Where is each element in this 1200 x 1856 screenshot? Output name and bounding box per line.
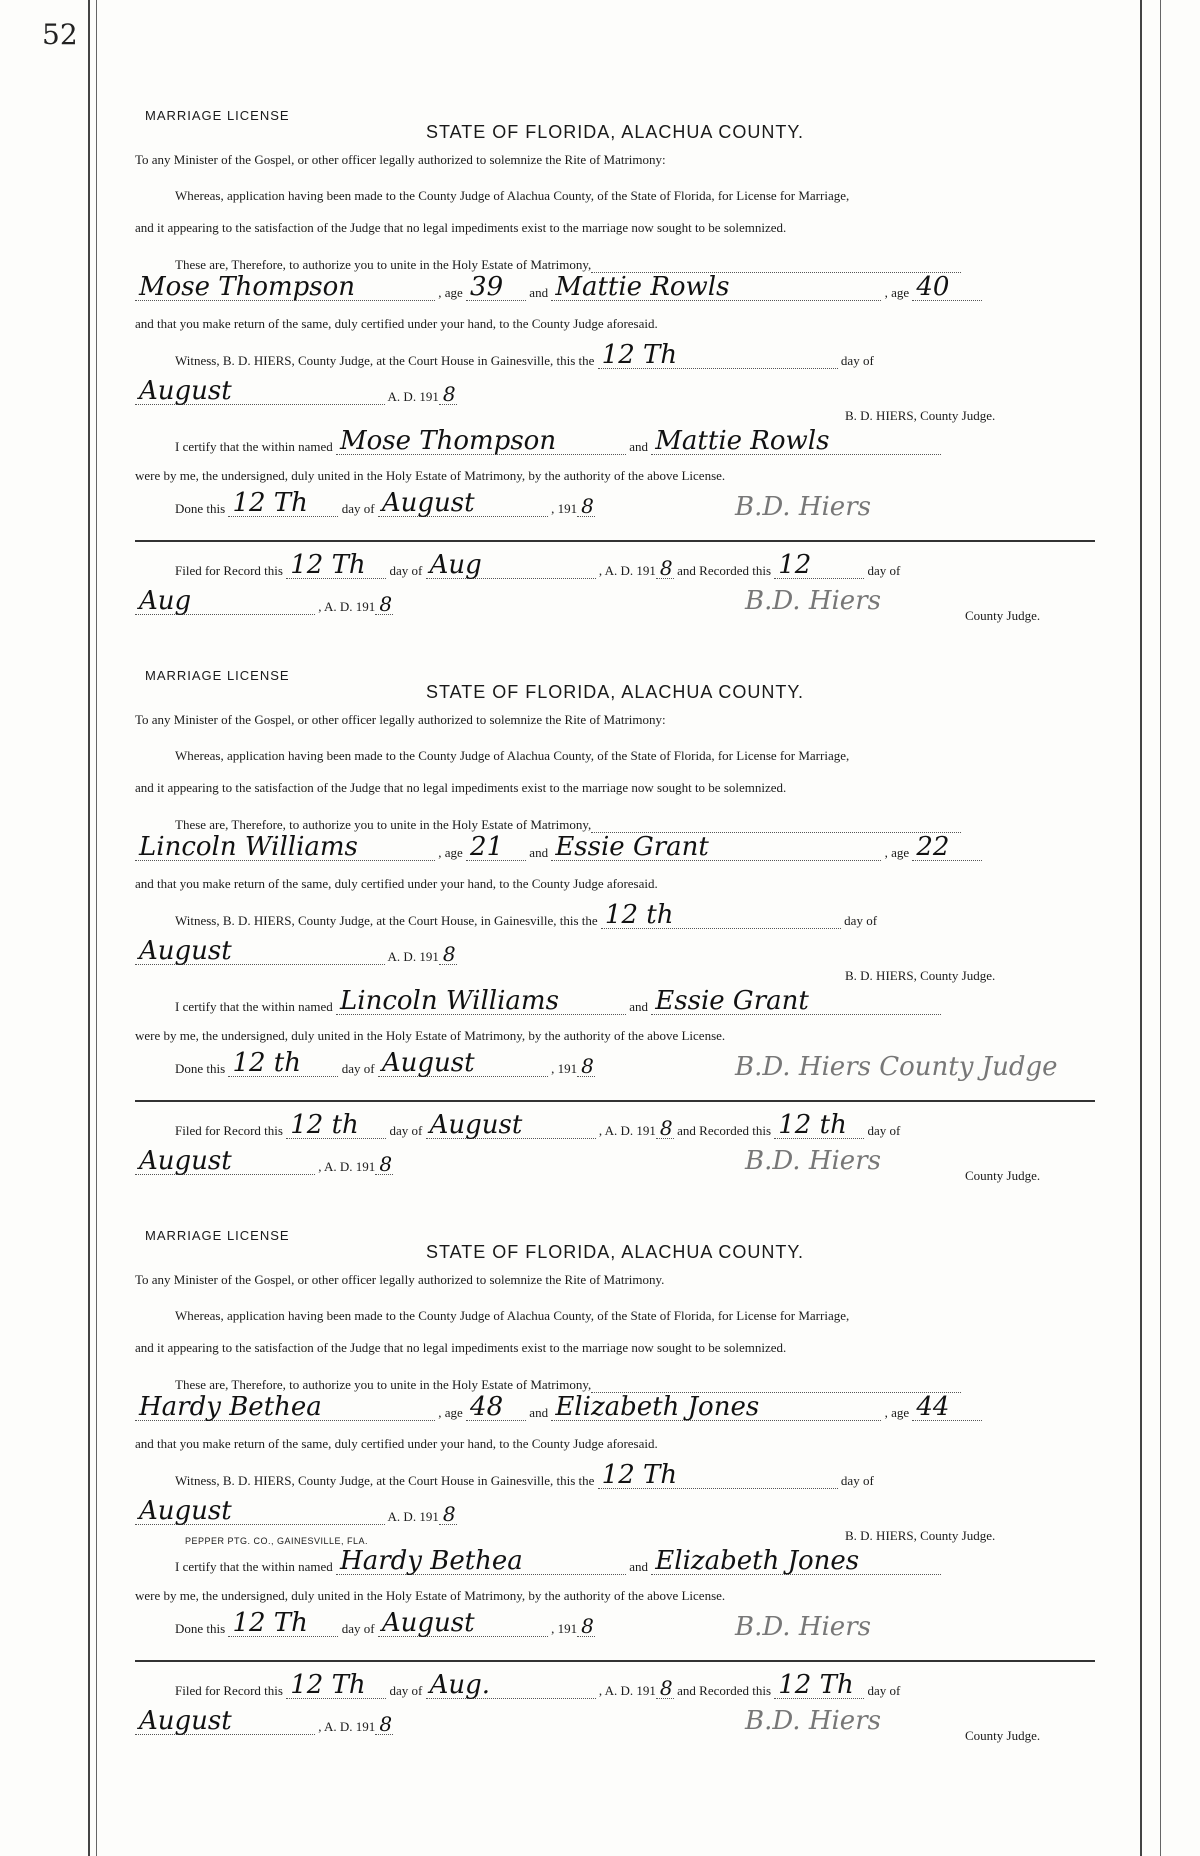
- united-clause: were by me, the undersigned, duly united in the Holy Estate of Matrimony, by the authority of the above License.: [135, 468, 726, 483]
- recorded-month: August: [139, 1146, 232, 1176]
- salutation: To any Minister of the Gospel, or other officer legally authorized to solemnize the Rite of Matrimony:: [135, 712, 666, 727]
- filed-year-digit: 8: [659, 1116, 673, 1140]
- recording-signature: B.D. Hiers: [745, 1706, 881, 1736]
- groom-field[interactable]: [135, 272, 435, 302]
- witness-date-line: [135, 376, 1095, 410]
- done-day: 12 th: [232, 1048, 301, 1078]
- salutation: To any Minister of the Gospel, or other officer legally authorized to solemnize the Rite of Matrimony.: [135, 1272, 665, 1287]
- recorded-year-digit: 8: [379, 592, 393, 616]
- day-of-label-3: day of: [389, 1683, 426, 1698]
- therefore-fill: [591, 1372, 961, 1393]
- year-digit: 8: [442, 942, 456, 966]
- margin-rule-left: [88, 0, 90, 1856]
- done-month: August: [381, 488, 475, 518]
- filed-day: 12 th: [290, 1110, 359, 1140]
- filed-day-field[interactable]: [286, 550, 386, 580]
- filed-year-field[interactable]: [656, 1678, 674, 1699]
- margin-rule-left-inner: [96, 0, 97, 1856]
- recorded-month: Aug: [139, 586, 192, 616]
- recorded-label: and Recorded this: [677, 563, 772, 578]
- therefore-line: [135, 1372, 1095, 1393]
- done-day: 12 Th: [232, 1608, 308, 1638]
- parties-line: [135, 272, 1095, 306]
- therefore-clause: These are, Therefore, to authorize you to unite in the Holy Estate of Matrimony,: [175, 257, 592, 272]
- therefore-clause: These are, Therefore, to authorize you to unite in the Holy Estate of Matrimony,: [175, 1377, 592, 1392]
- recorded-date-line: [135, 1706, 1095, 1740]
- done-year-digit: 8: [581, 1614, 594, 1638]
- witness-month-field[interactable]: [135, 936, 385, 966]
- recorded-month-field[interactable]: [135, 586, 315, 616]
- witness-month: August: [139, 1496, 232, 1526]
- recorded-day: 12 th: [778, 1110, 847, 1140]
- therefore-fill: [591, 252, 961, 273]
- ad-label-2: , 191: [551, 501, 578, 516]
- certify-line: [135, 426, 1095, 460]
- recorded-year-field[interactable]: [375, 1154, 393, 1175]
- year-field[interactable]: [439, 944, 457, 965]
- filed-day: 12 Th: [290, 1670, 366, 1700]
- day-of-label: day of: [844, 913, 878, 928]
- certify-line: [135, 986, 1095, 1020]
- year-field[interactable]: [439, 1504, 457, 1525]
- done-day-field[interactable]: [228, 488, 338, 518]
- and-label: and: [529, 1405, 552, 1420]
- witness-month: August: [139, 376, 232, 406]
- recorded-date-line: [135, 586, 1095, 620]
- witness-day-field[interactable]: [598, 1460, 838, 1490]
- state-title: STATE OF FLORIDA, ALACHUA COUNTY.: [425, 682, 805, 702]
- return-clause: and that you make return of the same, duly certified under your hand, to the County Judge aforesaid.: [135, 1436, 658, 1451]
- filed-month-field[interactable]: [426, 1110, 596, 1140]
- done-year-digit: 8: [581, 1054, 594, 1078]
- filed-ad-label: , A. D. 191: [598, 1123, 656, 1138]
- filed-year-field[interactable]: [656, 558, 674, 579]
- section-divider: [135, 1660, 1095, 1662]
- done-year-field[interactable]: [577, 1616, 595, 1637]
- recorded-month: August: [139, 1706, 232, 1736]
- witness-date-line: [135, 936, 1095, 970]
- cert-bride: Mattie Rowls: [655, 426, 830, 456]
- witness-line: [135, 340, 1095, 374]
- filed-day-field[interactable]: [286, 1110, 386, 1140]
- witness-month-field[interactable]: [135, 1496, 385, 1526]
- bride-name: Elizabeth Jones: [555, 1392, 760, 1422]
- cert-bride: Essie Grant: [655, 986, 809, 1016]
- filed-month: August: [429, 1110, 523, 1140]
- groom-age: 21: [470, 832, 504, 862]
- age-label: , age: [438, 1405, 467, 1420]
- groom-name: Lincoln Williams: [139, 832, 358, 862]
- year-digit: 8: [442, 1502, 456, 1526]
- ad-label-2: , 191: [551, 1621, 578, 1636]
- day-of-label-3: day of: [389, 563, 426, 578]
- recorded-ad-label: , A. D. 191: [318, 1159, 376, 1174]
- license-label: MARRIAGE LICENSE: [145, 668, 290, 683]
- groom-age-field[interactable]: [466, 832, 526, 862]
- day-of-label-2: day of: [341, 1061, 378, 1076]
- return-clause: and that you make return of the same, duly certified under your hand, to the County Judge aforesaid.: [135, 316, 658, 331]
- section-divider: [135, 1100, 1095, 1102]
- witness-day-field[interactable]: [601, 900, 841, 930]
- license-label: MARRIAGE LICENSE: [145, 108, 290, 123]
- county-judge-label: County Judge.: [965, 1728, 1041, 1743]
- recorded-day: 12: [778, 550, 812, 580]
- filed-line: [135, 1110, 1095, 1144]
- age-label-2: , age: [884, 845, 913, 860]
- filed-day: 12 Th: [290, 550, 366, 580]
- done-label: Done this: [175, 1621, 226, 1636]
- groom-field[interactable]: [135, 1392, 435, 1422]
- recorded-ad-label: , A. D. 191: [318, 599, 376, 614]
- age-label-2: , age: [884, 1405, 913, 1420]
- officiant-signature: B.D. Hiers: [735, 492, 871, 522]
- witness-clause: Witness, B. D. HIERS, County Judge, at the Court House, in Gainesville, this the: [175, 913, 598, 928]
- done-year-digit: 8: [581, 494, 594, 518]
- age-label-2: , age: [884, 285, 913, 300]
- ad-label: A. D. 191: [387, 949, 439, 964]
- marriage-license-record: [135, 1228, 1095, 1748]
- done-month-field[interactable]: [378, 1608, 548, 1638]
- witness-month: August: [139, 936, 232, 966]
- filed-day-field[interactable]: [286, 1670, 386, 1700]
- bride-age: 22: [916, 832, 950, 862]
- bride-age-field[interactable]: [912, 832, 982, 862]
- bride-age: 40: [916, 272, 950, 302]
- certify-clause: I certify that the within named: [175, 439, 333, 454]
- recorded-day-field[interactable]: [774, 550, 864, 580]
- filed-year-digit: 8: [659, 556, 673, 580]
- year-digit: 8: [442, 382, 456, 406]
- ad-label-2: , 191: [551, 1061, 578, 1076]
- cert-bride-field[interactable]: [651, 986, 941, 1016]
- filed-label: Filed for Record this: [175, 1123, 283, 1138]
- day-of-label-2: day of: [341, 1621, 378, 1636]
- done-month-field[interactable]: [378, 488, 548, 518]
- day-of-label: day of: [840, 353, 874, 368]
- bride-field[interactable]: [551, 832, 881, 862]
- witness-line: [135, 1460, 1095, 1494]
- groom-age: 39: [470, 272, 504, 302]
- recorded-day-field[interactable]: [774, 1110, 864, 1140]
- day-of-label-4: day of: [867, 1123, 901, 1138]
- done-year-field[interactable]: [577, 496, 595, 517]
- cert-groom-field[interactable]: [336, 986, 626, 1016]
- recorded-year-digit: 8: [379, 1152, 393, 1176]
- united-clause: were by me, the undersigned, duly united in the Holy Estate of Matrimony, by the authority of the above License.: [135, 1028, 726, 1043]
- margin-rule-right: [1140, 0, 1142, 1856]
- whereas-clause: Whereas, application having been made to the County Judge of Alachua County, of the State of Florida, for License for Marriage,: [175, 748, 850, 763]
- cert-groom-field[interactable]: [336, 426, 626, 456]
- age-label: , age: [438, 285, 467, 300]
- recorded-label: and Recorded this: [677, 1683, 772, 1698]
- witness-clause: Witness, B. D. HIERS, County Judge, at the Court House in Gainesville, this the: [175, 1473, 595, 1488]
- done-day: 12 Th: [232, 488, 308, 518]
- cert-groom-field[interactable]: [336, 1546, 626, 1576]
- bride-field[interactable]: [551, 272, 881, 302]
- appearing-clause: and it appearing to the satisfaction of the Judge that no legal impediments exist to the marriage now sought to be solemnized.: [135, 780, 787, 795]
- therefore-clause: These are, Therefore, to authorize you to unite in the Holy Estate of Matrimony,: [175, 817, 592, 832]
- witness-day: 12 th: [604, 900, 674, 930]
- license-label: MARRIAGE LICENSE: [145, 1228, 290, 1243]
- ad-label: A. D. 191: [387, 1509, 439, 1524]
- age-label: , age: [438, 845, 467, 860]
- bride-field[interactable]: [551, 1392, 881, 1422]
- recording-signature: B.D. Hiers: [745, 1146, 881, 1176]
- witness-line: [135, 900, 1095, 934]
- groom-name: Mose Thompson: [139, 272, 356, 302]
- bride-age: 44: [916, 1392, 950, 1422]
- groom-field[interactable]: [135, 832, 435, 862]
- recorded-month-field[interactable]: [135, 1146, 315, 1176]
- recorded-month-field[interactable]: [135, 1706, 315, 1736]
- done-label: Done this: [175, 501, 226, 516]
- done-month-field[interactable]: [378, 1048, 548, 1078]
- groom-name: Hardy Bethea: [139, 1392, 322, 1422]
- recorded-day: 12 Th: [778, 1670, 854, 1700]
- officiant-signature: B.D. Hiers: [735, 1612, 871, 1642]
- filed-line: [135, 550, 1095, 584]
- witness-clause: Witness, B. D. HIERS, County Judge, at the Court House in Gainesville, this the: [175, 353, 595, 368]
- witness-day: 12 Th: [601, 340, 678, 370]
- groom-age-field[interactable]: [466, 272, 526, 302]
- and-label: and: [529, 285, 552, 300]
- day-of-label-4: day of: [867, 1683, 901, 1698]
- filed-label: Filed for Record this: [175, 1683, 283, 1698]
- bride-name: Mattie Rowls: [555, 272, 730, 302]
- therefore-line: [135, 812, 1095, 833]
- state-title: STATE OF FLORIDA, ALACHUA COUNTY.: [425, 122, 805, 142]
- filed-month-field[interactable]: [426, 1670, 596, 1700]
- judge-title: B. D. HIERS, County Judge.: [845, 968, 996, 983]
- done-label: Done this: [175, 1061, 226, 1076]
- filed-line: [135, 1670, 1095, 1704]
- county-judge-label: County Judge.: [965, 1168, 1041, 1183]
- done-line: [135, 488, 1095, 522]
- filed-month: Aug: [429, 550, 482, 580]
- parties-line: [135, 1392, 1095, 1426]
- recorded-label: and Recorded this: [677, 1123, 772, 1138]
- groom-age-field[interactable]: [466, 1392, 526, 1422]
- therefore-line: [135, 252, 1095, 273]
- day-of-label-2: day of: [341, 501, 378, 516]
- state-title: STATE OF FLORIDA, ALACHUA COUNTY.: [425, 1242, 805, 1262]
- done-month: August: [381, 1048, 475, 1078]
- cert-groom: Lincoln Williams: [340, 986, 559, 1016]
- cert-bride-field[interactable]: [651, 426, 941, 456]
- witness-day: 12 Th: [601, 1460, 678, 1490]
- recorded-day-field[interactable]: [774, 1670, 864, 1700]
- day-of-label-3: day of: [389, 1123, 426, 1138]
- printer-credit: PEPPER PTG. CO., GAINESVILLE, FLA.: [185, 1536, 369, 1546]
- filed-ad-label: , A. D. 191: [598, 563, 656, 578]
- ad-label: A. D. 191: [387, 389, 439, 404]
- and-label-2: and: [629, 1559, 652, 1574]
- done-day-field[interactable]: [228, 1608, 338, 1638]
- judge-title: B. D. HIERS, County Judge.: [845, 1528, 996, 1543]
- recorded-year-field[interactable]: [375, 1714, 393, 1735]
- and-label-2: and: [629, 999, 652, 1014]
- therefore-fill: [591, 812, 961, 833]
- recorded-year-field[interactable]: [375, 594, 393, 615]
- united-clause: were by me, the undersigned, duly united in the Holy Estate of Matrimony, by the authority of the above License.: [135, 1588, 726, 1603]
- appearing-clause: and it appearing to the satisfaction of the Judge that no legal impediments exist to the marriage now sought to be solemnized.: [135, 220, 787, 235]
- cert-groom: Hardy Bethea: [340, 1546, 523, 1576]
- cert-bride: Elizabeth Jones: [655, 1546, 860, 1576]
- certify-clause: I certify that the within named: [175, 1559, 333, 1574]
- certify-clause: I certify that the within named: [175, 999, 333, 1014]
- margin-rule-right-inner: [1160, 0, 1161, 1856]
- witness-month-field[interactable]: [135, 376, 385, 406]
- done-line: [135, 1608, 1095, 1642]
- filed-year-field[interactable]: [656, 1118, 674, 1139]
- salutation: To any Minister of the Gospel, or other officer legally authorized to solemnize the Rite of Matrimony:: [135, 152, 666, 167]
- whereas-clause: Whereas, application having been made to the County Judge of Alachua County, of the State of Florida, for License for Marriage,: [175, 188, 850, 203]
- witness-date-line: [135, 1496, 1095, 1530]
- filed-ad-label: , A. D. 191: [598, 1683, 656, 1698]
- done-day-field[interactable]: [228, 1048, 338, 1078]
- and-label-2: and: [629, 439, 652, 454]
- recorded-date-line: [135, 1146, 1095, 1180]
- section-divider: [135, 540, 1095, 542]
- day-of-label-4: day of: [867, 563, 901, 578]
- recorded-ad-label: , A. D. 191: [318, 1719, 376, 1734]
- year-field[interactable]: [439, 384, 457, 405]
- appearing-clause: and it appearing to the satisfaction of the Judge that no legal impediments exist to the marriage now sought to be solemnized.: [135, 1340, 787, 1355]
- parties-line: [135, 832, 1095, 866]
- done-year-field[interactable]: [577, 1056, 595, 1077]
- recorded-year-digit: 8: [379, 1712, 393, 1736]
- filed-label: Filed for Record this: [175, 563, 283, 578]
- filed-month: Aug.: [429, 1670, 491, 1700]
- bride-age-field[interactable]: [912, 1392, 982, 1422]
- and-label: and: [529, 845, 552, 860]
- marriage-license-record: [135, 668, 1095, 1188]
- recording-signature: B.D. Hiers: [745, 586, 881, 616]
- county-judge-label: County Judge.: [965, 608, 1041, 623]
- whereas-clause: Whereas, application having been made to the County Judge of Alachua County, of the State of Florida, for License for Marriage,: [175, 1308, 850, 1323]
- judge-title: B. D. HIERS, County Judge.: [845, 408, 996, 423]
- cert-groom: Mose Thompson: [340, 426, 557, 456]
- return-clause: and that you make return of the same, duly certified under your hand, to the County Judge aforesaid.: [135, 876, 658, 891]
- bride-name: Essie Grant: [555, 832, 709, 862]
- bride-age-field[interactable]: [912, 272, 982, 302]
- officiant-signature: B.D. Hiers County Judge: [735, 1052, 1058, 1082]
- groom-age: 48: [470, 1392, 504, 1422]
- certify-line: [135, 1546, 1095, 1580]
- filed-month-field[interactable]: [426, 550, 596, 580]
- marriage-license-record: [135, 108, 1095, 628]
- day-of-label: day of: [840, 1473, 874, 1488]
- witness-day-field[interactable]: [598, 340, 838, 370]
- page-number: 52: [42, 18, 78, 51]
- filed-year-digit: 8: [659, 1676, 673, 1700]
- cert-bride-field[interactable]: [651, 1546, 941, 1576]
- done-month: August: [381, 1608, 475, 1638]
